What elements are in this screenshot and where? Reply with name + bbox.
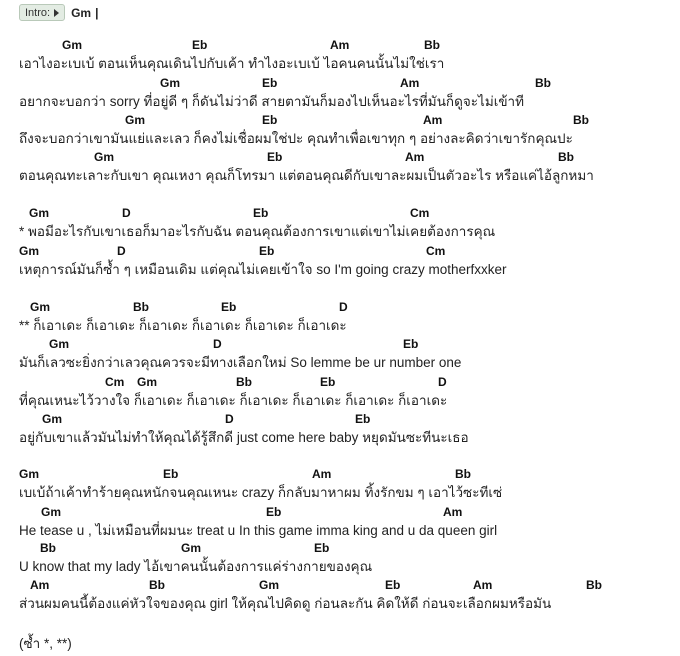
lyric-line — [0, 244, 680, 277]
chord-label[interactable]: Eb — [385, 578, 401, 592]
chord-label[interactable]: Am — [30, 578, 50, 592]
lyric-text: มันก็เลวซะยิ่งกว่าเลวคุณควรจะมีทางเลือกใหม่ So lemme be ur number one — [19, 355, 462, 370]
lyric-line — [0, 412, 680, 445]
chord-label[interactable]: Am — [312, 467, 332, 481]
chord-label[interactable]: Gm — [160, 76, 181, 90]
chord-label[interactable]: Bb — [424, 38, 440, 52]
chord-label[interactable]: Gm — [94, 150, 115, 164]
chord-label[interactable]: Gm — [42, 412, 63, 426]
chord-label[interactable]: Bb — [455, 467, 471, 481]
chord-label[interactable]: Gm — [49, 337, 70, 351]
chord-label[interactable]: Gm — [19, 467, 40, 481]
chord-label[interactable]: Gm — [259, 578, 280, 592]
lyric-text: อยากจะบอกว่า sorry ที่อยู่ดี ๆ ก็ดันไม่ว่าดี สายตามันก็มองไปเห็นอะไรที่มันก็ดูจะไม่เข้าที — [19, 94, 525, 109]
chord-label[interactable]: Eb — [267, 150, 283, 164]
lyric-line — [0, 505, 680, 538]
intro-label: Intro: — [25, 6, 51, 19]
chord-label[interactable]: Am — [330, 38, 350, 52]
lyric-text: ** ก็เอาเดะ ก็เอาเดะ ก็เอาเดะ ก็เอาเดะ ก็เอาเดะ ก็เอาเดะ — [19, 318, 347, 333]
chord-label[interactable]: Gm — [19, 244, 40, 258]
repeat-note: (ซ้ำ *, **) — [19, 636, 72, 651]
chord-label[interactable]: Eb — [266, 505, 282, 519]
chord-label[interactable]: Eb — [253, 206, 269, 220]
chord-label[interactable]: Bb — [558, 150, 574, 164]
chord-label[interactable]: Eb — [320, 375, 336, 389]
chord-label[interactable]: Eb — [403, 337, 419, 351]
lyric-text: เอาไงอะเบเบ้ ตอนเห็นคุณเดินไปกับเค้า ทำไงอะเบเบ้ ไอคนคนนั้นไม่ใช่เรา — [19, 56, 445, 71]
chord-label[interactable]: Am — [443, 505, 463, 519]
chord-label[interactable]: Bb — [149, 578, 165, 592]
chord-label[interactable]: Cm — [410, 206, 430, 220]
chord-label[interactable]: Gm — [41, 505, 62, 519]
chord-label[interactable]: Am — [400, 76, 420, 90]
chord-label[interactable]: Eb — [192, 38, 208, 52]
lyric-text: U know that my lady ไอ้เขาคนนั้นต้องการแค่ร่างกายของคุณ — [19, 559, 373, 574]
lyric-line — [0, 38, 680, 71]
lyric-text: He tease u , ไม่เหมือนที่ผมนะ treat u In this game imma king and u da queen girl — [19, 523, 498, 538]
lyric-line — [0, 76, 680, 109]
intro-bar: | — [95, 5, 99, 20]
lyric-text: ถึงจะบอกว่าเขามันแย่และเลว ก็คงไม่เชื่อผมใช่ปะ คุณทำเพื่อเขาทุก ๆ อย่างละคิดว่าเขารักคุณปะ — [19, 131, 573, 146]
chord-label[interactable]: D — [225, 412, 234, 426]
chord-label[interactable]: Eb — [314, 541, 330, 555]
chord-label[interactable]: Gm — [62, 38, 83, 52]
chord-label[interactable]: Bb — [236, 375, 252, 389]
chord-label[interactable]: Bb — [573, 113, 589, 127]
lyric-line — [0, 150, 680, 183]
chord-label[interactable]: Eb — [221, 300, 237, 314]
chord-label[interactable]: Eb — [355, 412, 371, 426]
lyric-text: เบเบ้ถ้าเค้าทำร้ายคุณหนักจนคุณเหนะ crazy ก็กลับมาหาผม ทิ้งรักขม ๆ เอาไว้ซะทีเซ่ — [19, 485, 503, 500]
lyric-text: อยู่กับเขาแล้วมันไม่ทำให้คุณได้รู้สึกดี just come here baby หยุดมันซะทีนะเธอ — [19, 430, 469, 445]
chord-label[interactable]: Cm — [105, 375, 125, 389]
lyric-line — [0, 467, 680, 500]
lyric-line — [0, 206, 680, 239]
lyric-text: ส่วนผมคนนี้ต้องแค่หัวใจของคุณ girl ให้คุณไปคิดดู ก่อนละกัน คิดให้ดี ก่อนจะเลือกผมหรือมัน — [19, 596, 552, 611]
lyric-line — [0, 337, 680, 370]
chord-label[interactable]: Bb — [586, 578, 602, 592]
intro-row — [19, 4, 98, 21]
play-arrow-icon — [54, 9, 59, 17]
chord-label[interactable]: Bb — [535, 76, 551, 90]
chord-label[interactable]: D — [213, 337, 222, 351]
lyric-line — [0, 300, 680, 333]
lyric-text: ที่คุณเหนะไว้วางใจ ก็เอาเดะ ก็เอาเดะ ก็เอาเดะ ก็เอาเดะ ก็เอาเดะ ก็เอาเดะ — [19, 393, 448, 408]
lyric-line — [0, 113, 680, 146]
chord-label[interactable]: Gm — [30, 300, 51, 314]
chord-label[interactable]: D — [339, 300, 348, 314]
chord-label[interactable]: Eb — [163, 467, 179, 481]
intro-chord: Gm — [71, 5, 92, 20]
chord-label[interactable]: Am — [405, 150, 425, 164]
lyric-line — [0, 375, 680, 408]
chord-label[interactable]: Gm — [125, 113, 146, 127]
chord-label[interactable]: Eb — [262, 76, 278, 90]
chord-label[interactable]: Am — [423, 113, 443, 127]
chord-label[interactable]: Eb — [259, 244, 275, 258]
chord-label[interactable]: Eb — [262, 113, 278, 127]
chord-label[interactable]: Gm — [29, 206, 50, 220]
chord-label[interactable]: D — [438, 375, 447, 389]
intro-toggle[interactable] — [19, 4, 65, 21]
chord-label[interactable]: Bb — [133, 300, 149, 314]
lyric-line — [0, 541, 680, 574]
lyric-line — [0, 578, 680, 611]
lyric-text: ตอนคุณทะเลาะกับเขา คุณเหงา คุณก็โทรมา แต่ตอนคุณดีกับเขาละผมเป็นตัวอะไร หรือแค่ไอ้ลูกหมา — [19, 168, 594, 183]
chord-label[interactable]: D — [117, 244, 126, 258]
chord-label[interactable]: D — [122, 206, 131, 220]
chord-label[interactable]: Am — [473, 578, 493, 592]
chord-label[interactable]: Gm — [137, 375, 158, 389]
chord-label[interactable]: Cm — [426, 244, 446, 258]
lyric-text: * พอมีอะไรกับเขาเธอก็มาอะไรกับฉัน ตอนคุณต้องการเขาแต่เขาไม่เคยต้องการคุณ — [19, 224, 496, 239]
chord-label[interactable]: Gm — [181, 541, 202, 555]
chord-label[interactable]: Bb — [40, 541, 56, 555]
lyric-text: เหตุการณ์มันก็ซ้ำ ๆ เหมือนเดิม แต่คุณไม่เคยเข้าใจ so I'm going crazy motherfxxker — [19, 262, 507, 277]
